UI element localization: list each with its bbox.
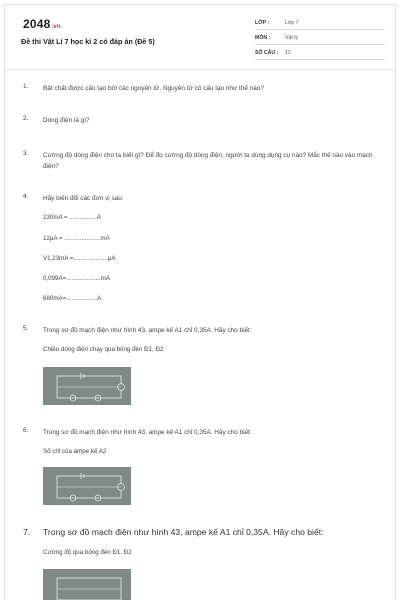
question-subtext: Cường độ qua bóng đèn Đ1, Đ2 <box>43 549 132 556</box>
logo-text: 2048 <box>23 17 51 31</box>
conversion-line: 12μA = .....................mA <box>43 235 110 242</box>
site-logo[interactable] <box>23 17 61 31</box>
document-title: Đề thi Vật Lí 7 học kì 2 có đáp án (Đề 5) <box>21 37 155 46</box>
question-number: 1. <box>23 83 29 90</box>
circuit-diagram-image <box>43 467 131 505</box>
meta-subject-row <box>255 32 385 45</box>
document-header <box>5 5 395 67</box>
circuit-diagram-image <box>43 569 131 600</box>
question-number: 3. <box>23 150 29 157</box>
question-number: 6. <box>23 427 29 434</box>
logo-suffix: .vn <box>51 24 61 30</box>
meta-class-key: LỚP : <box>255 20 270 26</box>
meta-class-row <box>255 17 385 30</box>
question-number: 2. <box>23 115 29 122</box>
meta-class-value: Lớp 7 <box>285 20 299 26</box>
meta-count-value: 12 <box>285 50 291 56</box>
conversion-line: 230mA = ................A <box>43 214 101 221</box>
circuit-drawing <box>43 569 131 600</box>
question-number: 4. <box>23 193 29 200</box>
question-text: Bật chất được cấu tạo bởi các nguyên tử. Nguyên tử có cấu tạo như thế nào? <box>43 85 264 92</box>
meta-subject-value: Vật lý <box>285 35 298 41</box>
question-number: 7. <box>23 527 31 537</box>
question-text: Hãy biến đổi các đơn vị sau: <box>43 195 124 202</box>
document-page <box>4 4 396 600</box>
meta-count-row <box>255 47 385 60</box>
conversion-line: 0,099A=....................mA <box>43 275 110 282</box>
header-divider <box>5 69 395 70</box>
question-text: Cường độ dòng điện cho ta biết gì? Để đo cường độ dòng điện, người ta dùng dụng cụ nào? Mắc thế nào vào mạch điện? <box>43 152 373 170</box>
circuit-diagram-image <box>43 367 131 405</box>
circuit-drawing <box>43 367 131 405</box>
question-text: Trong sơ đồ mạch điện như hình 43, ampe kế A1 chỉ 0,35A. Hãy cho biết: <box>43 429 252 436</box>
conversion-line: 680mA=..................A <box>43 295 102 302</box>
circuit-drawing <box>43 467 131 505</box>
question-text: Trong sơ đồ mạch điện như hình 43, ampe kế A1 chỉ 0,35A. Hãy cho biết: <box>43 327 252 334</box>
question-subtext: Số chỉ của ampe kế A2 <box>43 448 107 455</box>
question-text: Trong sơ đồ mạch điện như hình 43, ampe kế A1 chỉ 0,35A. Hãy cho biết: <box>43 527 324 537</box>
question-text: Dòng điện là gì? <box>43 117 90 124</box>
question-number: 5. <box>23 325 29 332</box>
question-subtext: Chiều dòng điện chạy qua bóng đèn Đ1, Đ2 <box>43 346 164 353</box>
meta-count-key: SỐ CÂU : <box>255 50 279 56</box>
meta-subject-key: MÔN : <box>255 35 271 41</box>
conversion-line: V1,23mA =....................μA <box>43 255 116 262</box>
